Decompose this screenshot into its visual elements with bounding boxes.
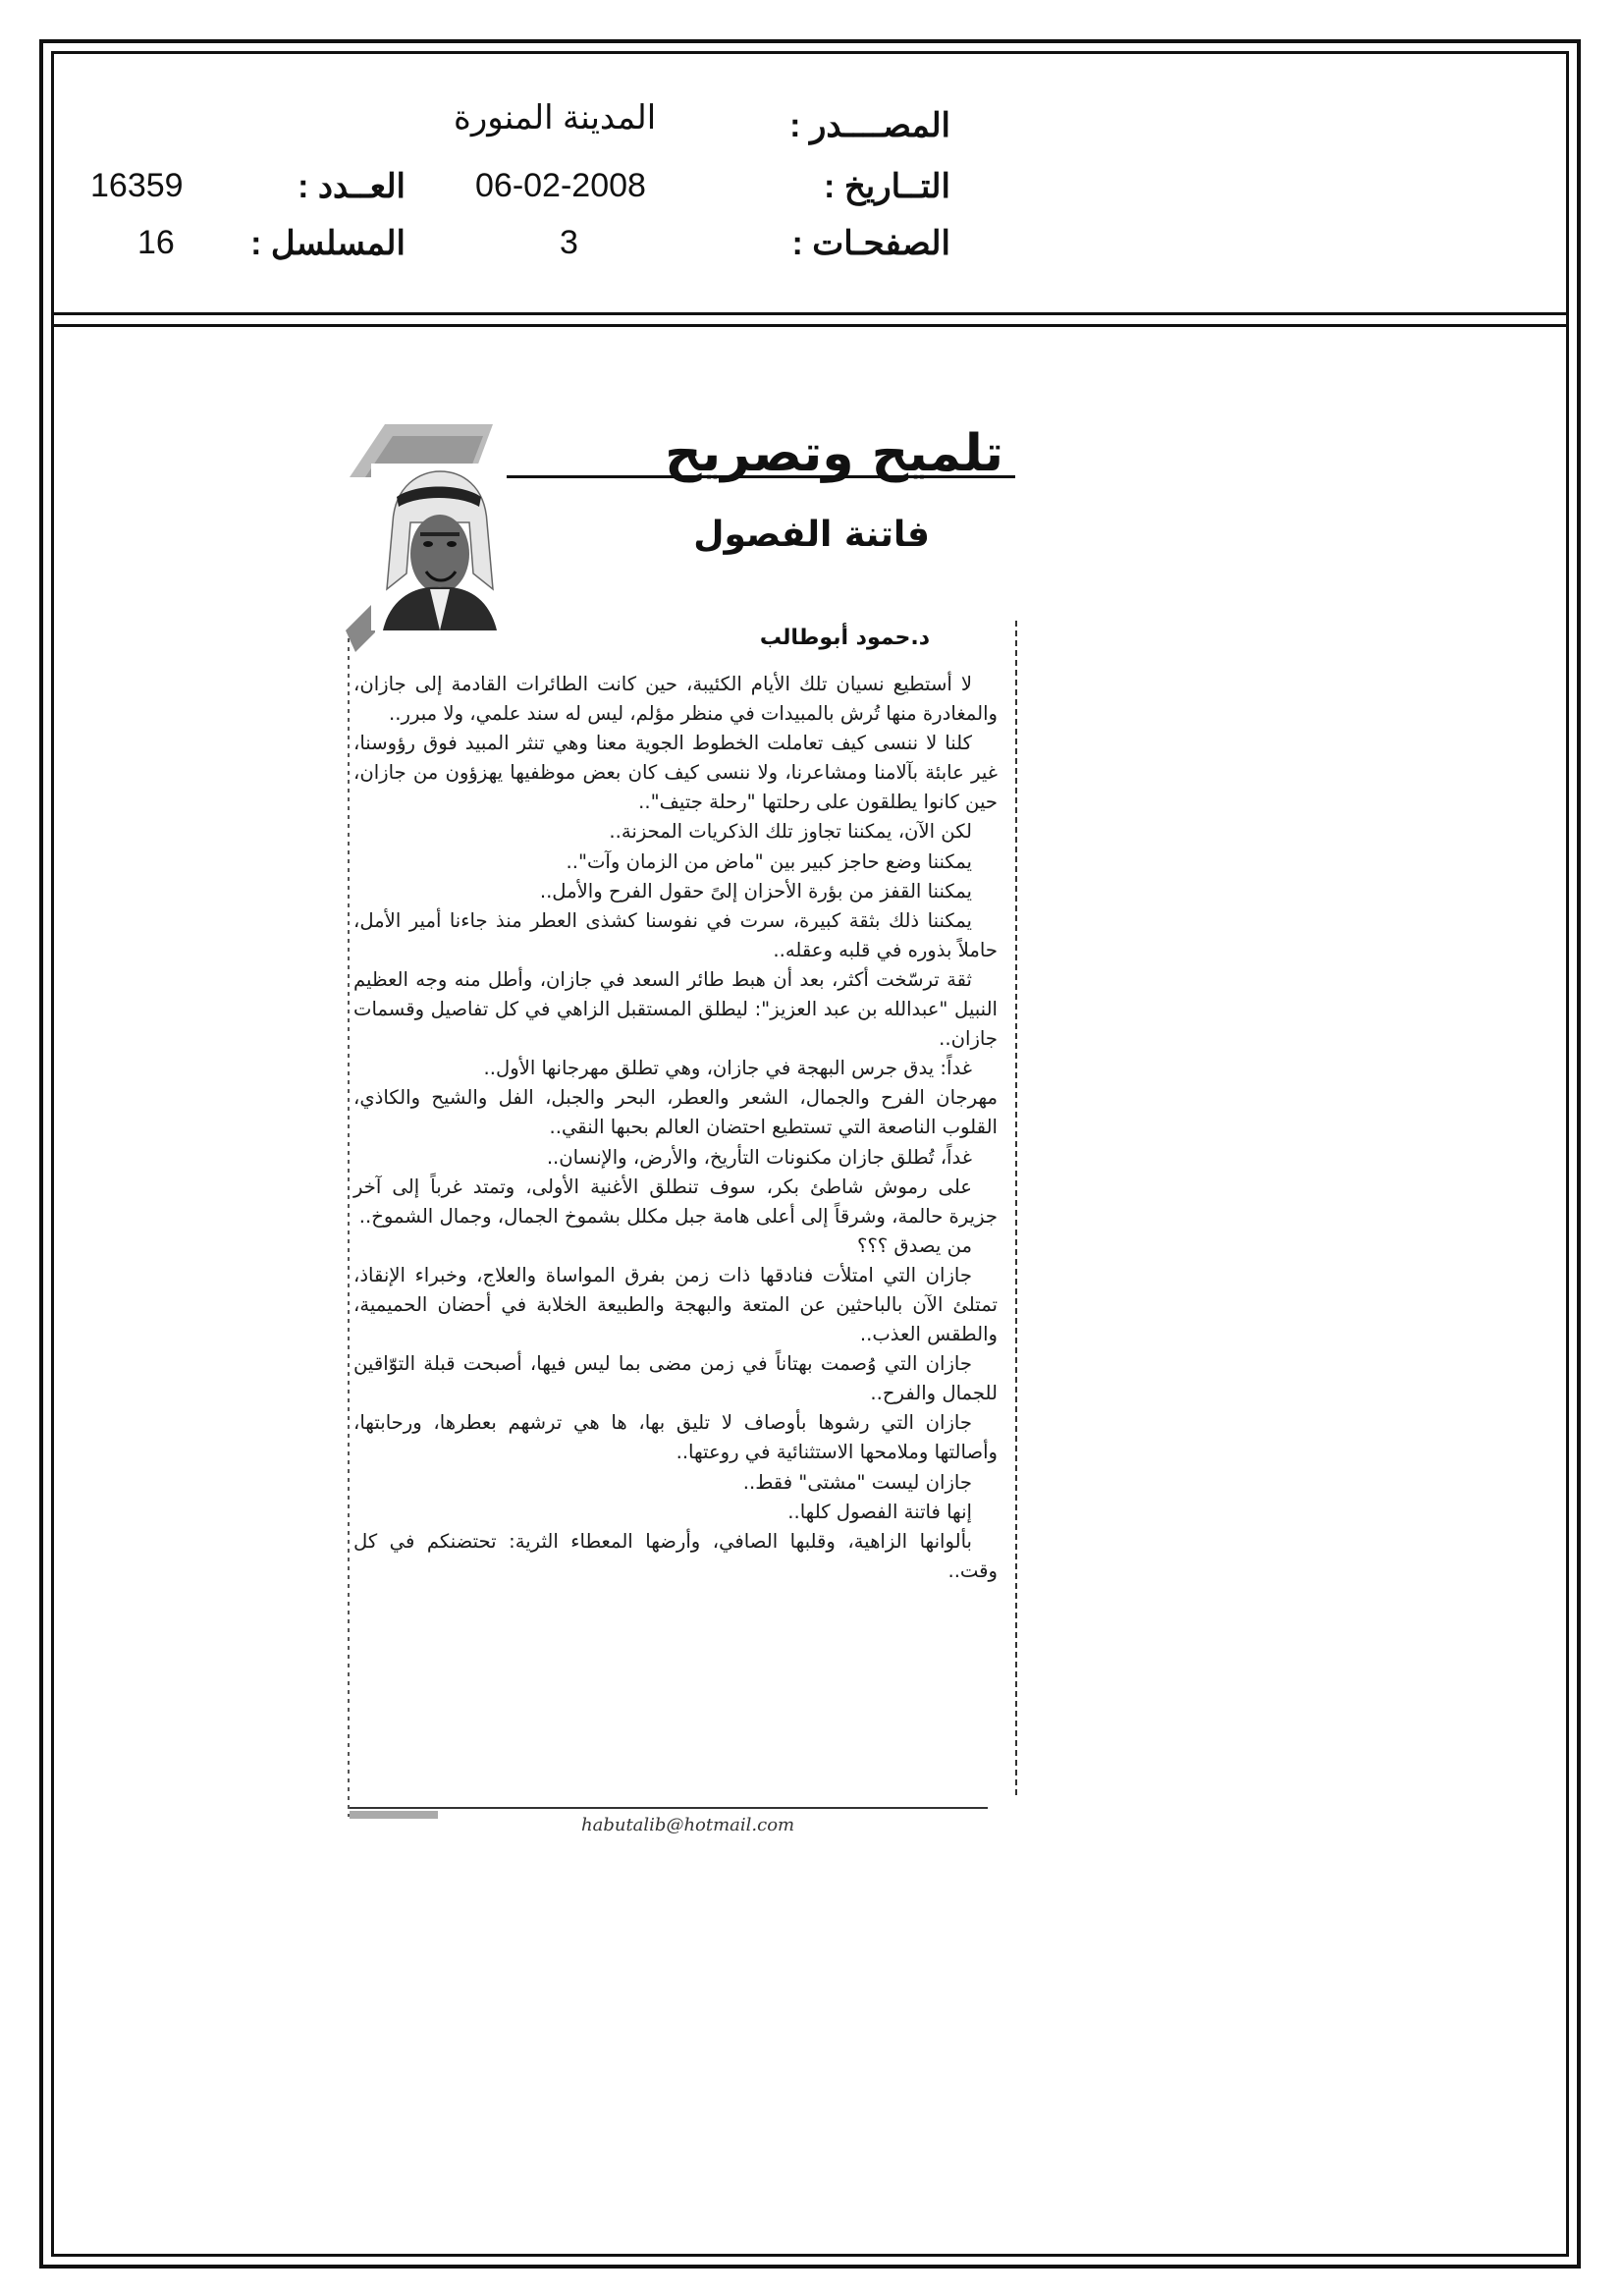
issue-value: 16359 bbox=[90, 167, 184, 204]
paragraph: لا أستطيع نسيان تلك الأيام الكئيبة، حين كانت الطائرات القادمة إلى جازان، والمغادرة منها تُرش بالمبيدات في منظر مؤلم، ليس له سند علمي، ولا مبرر.. bbox=[353, 673, 998, 726]
serial-label: المسلسل : bbox=[250, 225, 406, 262]
date-label: التــاريخ : bbox=[824, 168, 950, 205]
pages-value: 3 bbox=[560, 224, 578, 261]
paragraph: ثقة ترسّخت أكثر، بعد أن هبط طائر السعد في جازان، وأطل منه وجه العظيم النبيل "عبدالله بن عبد العزيز": ليطلق المستقبل الزاهي في كل تفاصيل وقسمات جازان.. bbox=[353, 967, 998, 1051]
paragraph: يمكننا وضع حاجز كبير بين "ماض من الزمان وآت".. bbox=[566, 849, 972, 873]
source-value: المدينة المنورة bbox=[454, 99, 657, 137]
date-value: 06-02-2008 bbox=[475, 167, 646, 204]
paragraph: مهرجان الفرح والجمال، الشعر والعطر، البحر والجبل، الفل والشيح والكاذي، القلوب الناصعة التي تستطيع احتضان العالم بحبها النقي.. bbox=[353, 1086, 998, 1139]
author-byline: د.حمود أبوطالب bbox=[759, 626, 930, 650]
paragraph: جازان ليست "مشتى" فقط.. bbox=[742, 1470, 972, 1494]
paragraph: يمكننا ذلك بثقة كبيرة، سرت في نفوسنا كشذى العطر منذ جاءنا أمير الأمل، حاملاً بذوره في قلبه وعقله.. bbox=[353, 908, 998, 961]
article-body bbox=[353, 670, 998, 1586]
header-divider-top bbox=[51, 312, 1569, 315]
paragraph: من يصدق ؟؟؟ bbox=[857, 1233, 972, 1257]
paragraph: غداً، تُطلق جازان مكنونات التأريخ، والأرض، والإنسان.. bbox=[546, 1145, 972, 1169]
column-title: تلميح وتصريح bbox=[665, 424, 1003, 483]
paragraph: غداً: يدق جرس البهجة في جازان، وهي تطلق مهرجانها الأول.. bbox=[483, 1057, 972, 1080]
paragraph: جازان التي رشوها بأوصاف لا تليق بها، ها هي ترشهم بعطرها، ورحابتها، وأصالتها وملامحها الاستثنائية في روعتها.. bbox=[353, 1411, 998, 1464]
article-headline: فاتنة الفصول bbox=[693, 515, 930, 555]
paragraph: لكن الآن، يمكننا تجاوز تلك الذكريات المحزنة.. bbox=[609, 820, 972, 844]
paragraph: كلنا لا ننسى كيف تعاملت الخطوط الجوية معنا وهي تنثر المبيد فوق رؤوسنا، غير عابئة بآلامنا ومشاعرنا، ولا ننسى كيف كان بعض موظفيها يهزؤون من جازان، حين كانوا يطلقون على رحلتها "رحلة جتيف".. bbox=[353, 732, 998, 814]
column-right-rule bbox=[1015, 621, 1017, 1799]
serial-value: 16 bbox=[137, 224, 175, 261]
issue-label: العــدد : bbox=[298, 168, 406, 205]
paragraph: جازان التي امتلأت فنادقها ذات زمن بفرق المواساة والعلاج، وخبراء الإنقاذ، تمتلئ الآن بالباحثين عن المتعة والبهجة والطبيعة الخلابة في أحضان الحميمية، والطقس العذب.. bbox=[353, 1263, 998, 1346]
column-left-rule bbox=[348, 638, 350, 1817]
source-label: المصــــدر : bbox=[789, 107, 950, 144]
paragraph: إنها فاتنة الفصول كلها.. bbox=[787, 1500, 972, 1523]
paragraph: جازان التي وُصمت بهتاناً في زمن مضى بما ليس فيها، أصبحت قبلة التوّاقين للجمال والفرح.. bbox=[353, 1352, 998, 1405]
author-email: habutalib@hotmail.com bbox=[581, 1815, 795, 1835]
paragraph: بألوانها الزاهية، وقلبها الصافي، وأرضها المعطاء الثرية: تحتضنكم في كل وقت.. bbox=[353, 1529, 998, 1582]
paragraph: يمكننا القفز من بؤرة الأحزان إلىً حقول الفرح والأمل.. bbox=[539, 879, 972, 902]
paragraph: على رموش شاطئ بكر، سوف تنطلق الأغنية الأولى، وتمتد غرباً إلى آخر جزيرة حالمة، وشرقاً إلى أعلى هامة جبل مكلل بشموخ الجمال، وجمال الشموخ.. bbox=[353, 1175, 998, 1228]
author-photo bbox=[371, 464, 507, 630]
pages-label: الصفحـات : bbox=[791, 225, 950, 262]
newspaper-clipping bbox=[346, 424, 1023, 1858]
header-divider-bottom bbox=[51, 324, 1569, 327]
